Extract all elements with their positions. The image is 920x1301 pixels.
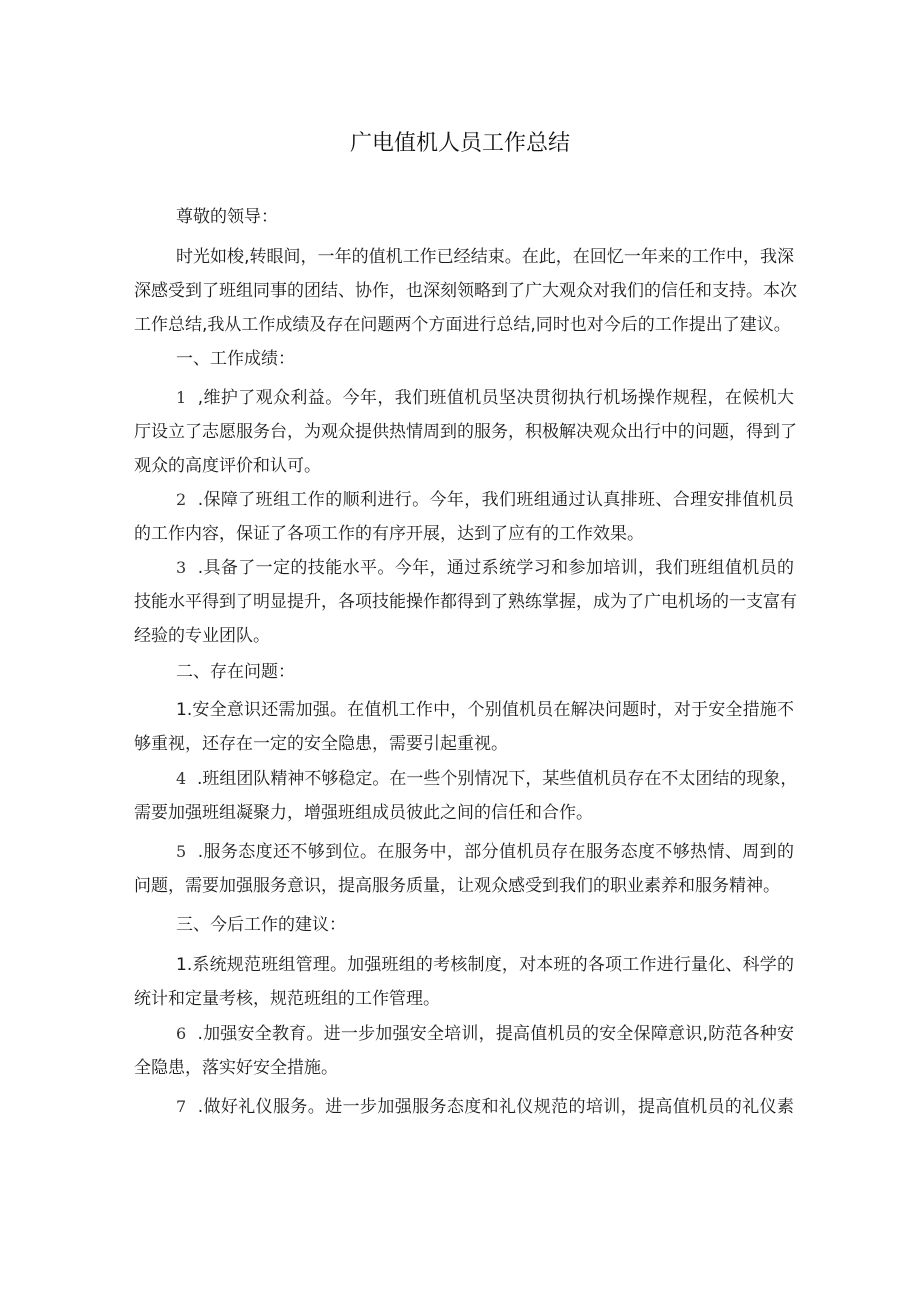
achievement-1-line-3: 观众的高度评价和认可。 <box>134 456 321 476</box>
item-text: .具备了一定的技能水平。今年，通过系统学习和参加培训，我们班组值机员的 <box>197 558 795 578</box>
item-number: 1 <box>176 388 187 407</box>
suggestion-1-line-1: 1.系统规范班组管理。加强班组的考核制度，对本班的各项工作进行量化、科学的 <box>176 955 794 975</box>
achievement-2-line-1 <box>176 488 794 512</box>
item-text: .加强安全教育。进一步加强安全培训，提高值机员的安全保障意识,防范各种安 <box>197 1024 795 1044</box>
item-text: .班组团队精神不够稳定。在一些个别情况下，某些值机员存在不太团结的现象， <box>197 769 798 789</box>
problem-2-line-2: 需要加强班组凝聚力，增强班组成员彼此之间的信任和合作。 <box>134 803 593 823</box>
achievement-2-line-2: 的工作内容，保证了各项工作的有序开展，达到了应有的工作效果。 <box>134 524 644 544</box>
section-heading-suggestions: 三、今后工作的建议： <box>176 915 346 935</box>
item-text: .保障了班组工作的顺利进行。今年，我们班组通过认真排班、合理安排值机员 <box>197 490 795 510</box>
problem-1-line-2: 够重视，还存在一定的安全隐患，需要引起重视。 <box>134 734 508 754</box>
item-number: 6 <box>176 1024 187 1043</box>
problem-3-line-2: 问题，需要加强服务意识，提高服务质量，让观众感受到我们的职业素养和服务精神。 <box>134 876 780 896</box>
achievement-3-line-2: 技能水平得到了明显提升，各项技能操作都得到了熟练掌握，成为了广电机场的一支富有 <box>134 592 797 612</box>
achievement-1-line-2: 厅设立了志愿服务台，为观众提供热情周到的服务，积极解决观众出行中的问题，得到了 <box>134 422 797 442</box>
section-heading-achievements: 一、工作成绩： <box>176 349 295 369</box>
intro-line-3: 工作总结,我从工作成绩及存在问题两个方面进行总结,同时也对今后的工作提出了建议。 <box>134 315 791 335</box>
item-number: 7 <box>176 1097 187 1116</box>
achievement-3-line-3: 经验的专业团队。 <box>134 626 270 646</box>
item-text: .服务态度还不够到位。在服务中，部分值机员存在服务态度不够热情、周到的 <box>197 842 795 862</box>
achievement-3-line-1 <box>176 556 794 580</box>
section-heading-problems: 二、存在问题： <box>176 662 295 682</box>
suggestion-2-line-1 <box>176 1022 794 1046</box>
suggestion-2-line-2: 全隐患，落实好安全措施。 <box>134 1058 338 1078</box>
intro-line-2: 深感受到了班组同事的团结、协作，也深刻领略到了广大观众对我们的信任和支持。本次 <box>134 281 797 301</box>
item-number: 5 <box>176 842 187 861</box>
item-number: 4 <box>176 769 187 788</box>
problem-1-line-1: 1.安全意识还需加强。在值机工作中，个别值机员在解决问题时，对于安全措施不 <box>176 700 794 720</box>
item-number: 3 <box>176 558 187 577</box>
item-text: .做好礼仪服务。进一步加强服务态度和礼仪规范的培训，提高值机员的礼仪素 <box>197 1097 795 1117</box>
item-text: ,维护了观众利益。今年，我们班值机员坚决贯彻执行机场操作规程，在候机大 <box>197 388 795 408</box>
salutation: 尊敬的领导： <box>176 207 278 227</box>
item-number: 2 <box>176 490 187 509</box>
intro-line-1: 时光如梭,转眼间，一年的值机工作已经结束。在此，在回忆一年来的工作中，我深 <box>176 247 794 267</box>
suggestion-3-line-1 <box>176 1095 794 1119</box>
achievement-1-line-1 <box>176 386 794 410</box>
document-title: 广电值机人员工作总结 <box>349 131 570 156</box>
problem-2-line-1 <box>176 767 798 791</box>
problem-3-line-1 <box>176 840 794 864</box>
suggestion-1-line-2: 统计和定量考核，规范班组的工作管理。 <box>134 989 440 1009</box>
